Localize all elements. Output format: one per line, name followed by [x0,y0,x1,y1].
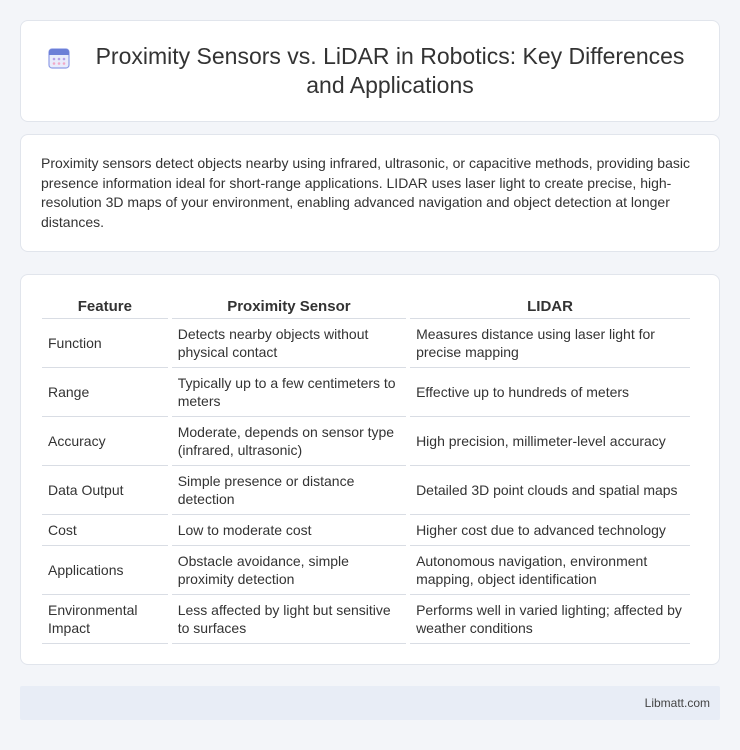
lidar-cell: Detailed 3D point clouds and spatial maps [410,466,690,515]
feature-cell: Applications [42,546,168,595]
table-row [42,417,690,466]
table-header-row [42,295,690,319]
feature-cell: Environmental Impact [42,595,168,644]
footer-brand-link[interactable]: Libmatt.com [644,696,710,710]
title-card [20,20,720,122]
intro-card [20,134,720,252]
page-title: Proximity Sensors vs. LiDAR in Robotics: Key Differences and Applications [95,43,685,98]
table-row [42,515,690,546]
feature-cell: Range [42,368,168,417]
lidar-cell: Performs well in varied lighting; affected by weather conditions [410,595,690,644]
footer [20,686,720,720]
proximity-cell: Less affected by light but sensitive to surfaces [172,595,406,644]
lidar-cell: Autonomous navigation, environment mapping, object identification [410,546,690,595]
header-lidar: LIDAR [410,295,690,319]
feature-cell: Function [42,319,168,368]
lidar-cell: Measures distance using laser light for precise mapping [410,319,690,368]
table-row [42,368,690,417]
table-row [42,595,690,644]
intro-paragraph: Proximity sensors detect objects nearby using infrared, ultrasonic, or capacitive methods, providing basic presence information ideal for short-range applications. LIDAR uses laser light to create precise, high-resolution 3D maps of your environment, enabling advanced navigation and object detection at longer distances. [41,155,690,230]
proximity-cell: Obstacle avoidance, simple proximity detection [172,546,406,595]
lidar-cell: Higher cost due to advanced technology [410,515,690,546]
header-proximity-sensor: Proximity Sensor [172,295,406,319]
proximity-cell: Simple presence or distance detection [172,466,406,515]
feature-cell: Data Output [42,466,168,515]
header-feature: Feature [42,295,168,319]
lidar-cell: Effective up to hundreds of meters [410,368,690,417]
comparison-table-card [20,274,720,665]
proximity-cell: Moderate, depends on sensor type (infrared, ultrasonic) [172,417,406,466]
table-row [42,546,690,595]
table-row [42,319,690,368]
lidar-cell: High precision, millimeter-level accuracy [410,417,690,466]
feature-cell: Cost [42,515,168,546]
proximity-cell: Typically up to a few centimeters to meters [172,368,406,417]
proximity-cell: Detects nearby objects without physical contact [172,319,406,368]
proximity-cell: Low to moderate cost [172,515,406,546]
feature-cell: Accuracy [42,417,168,466]
comparison-table [38,295,694,644]
table-row [42,466,690,515]
